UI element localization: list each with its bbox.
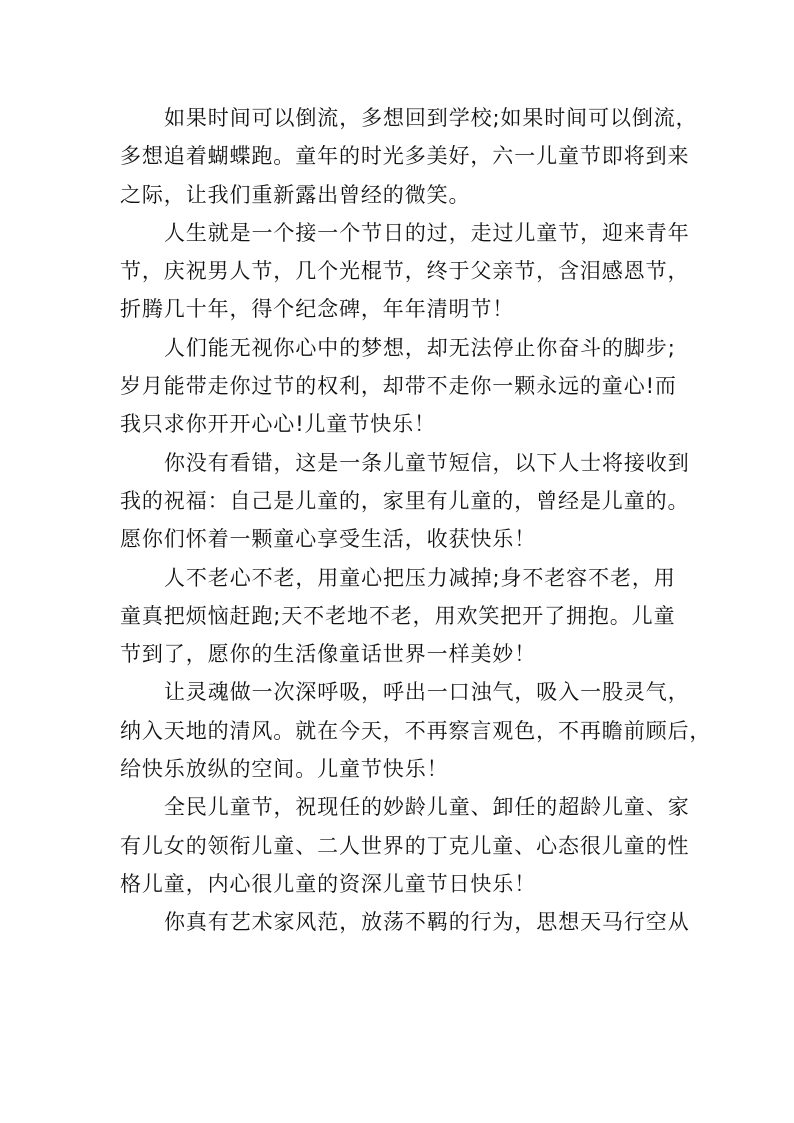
paragraph-line: 格儿童，内心很儿童的资深儿童节日快乐！ [120, 871, 537, 896]
paragraph-4 [120, 444, 690, 559]
document-page [120, 99, 712, 942]
paragraph-line: 节到了，愿你的生活像童话世界一样美妙！ [120, 642, 537, 667]
paragraph-line: 人不老心不老，用童心把压力减掉;身不老容不老，用 [164, 565, 676, 590]
paragraph-line: 之际，让我们重新露出曾经的微笑。 [120, 182, 471, 207]
paragraph-line: 如果时间可以倒流，多想回到学校;如果时间可以倒流， [164, 106, 698, 130]
paragraph-line: 岁月能带走你过节的权利，却带不走你一颗永远的童心!而 [120, 374, 677, 399]
paragraph-line: 人生就是一个接一个节日的过，走过儿童节，迎来青年 [164, 220, 690, 245]
paragraph-line: 你真有艺术家风范，放荡不羁的行为，思想天马行空从 [164, 910, 690, 935]
paragraph-line: 愿你们怀着一颗童心享受生活，收获快乐！ [120, 527, 537, 552]
paragraph-line: 纳入天地的清风。就在今天，不再察言观色，不再瞻前顾后， [120, 718, 712, 743]
paragraph-line: 折腾几十年，得个纪念碑，年年清明节！ [120, 297, 515, 322]
paragraph-line: 节，庆祝男人节，几个光棍节，终于父亲节，含泪感恩节， [120, 259, 690, 284]
paragraph-1 [120, 99, 698, 214]
paragraph-6 [120, 673, 712, 788]
paragraph-line: 全民儿童节，祝现任的妙龄儿童、卸任的超龄儿童、家 [164, 795, 690, 820]
paragraph-line: 多想追着蝴蝶跑。童年的时光多美好，六一儿童节即将到来 [120, 144, 690, 169]
paragraph-line: 给快乐放纵的空间。儿童节快乐！ [120, 757, 449, 782]
paragraph-7 [120, 788, 690, 903]
paragraph-3 [120, 329, 676, 444]
paragraph-line: 我只求你开开心心!儿童节快乐！ [120, 412, 436, 437]
paragraph-line: 人们能无视你心中的梦想，却无法停止你奋斗的脚步; [164, 335, 676, 360]
paragraph-line: 童真把烦恼赶跑;天不老地不老，用欢笑把开了拥抱。儿童 [120, 603, 676, 628]
paragraph-8 [120, 903, 690, 941]
paragraph-line: 让灵魂做一次深呼吸，呼出一口浊气，吸入一股灵气， [164, 680, 690, 705]
paragraph-5 [120, 559, 676, 674]
paragraph-line: 有儿女的领衔儿童、二人世界的丁克儿童、心态很儿童的性 [120, 833, 690, 858]
paragraph-line: 我的祝福：自己是儿童的，家里有儿童的，曾经是儿童的。 [120, 488, 690, 513]
paragraph-2 [120, 214, 690, 329]
paragraph-line: 你没有看错，这是一条儿童节短信，以下人士将接收到 [164, 450, 690, 475]
